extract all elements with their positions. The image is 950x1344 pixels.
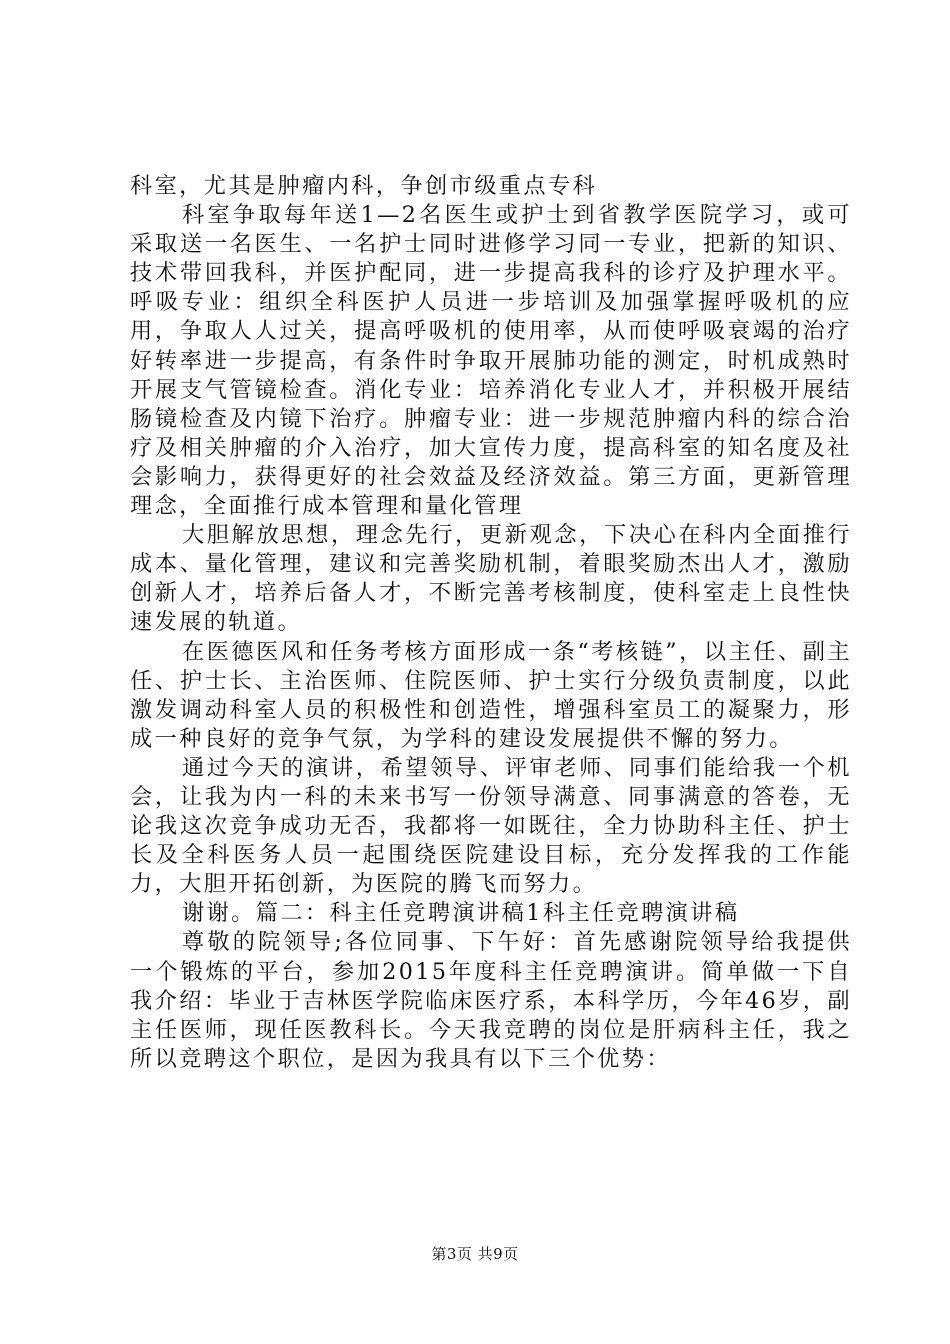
paragraph-4: 在医德医风和任务考核方面形成一条“考核链”，以主任、副主任、护士长、主治医师、住院医师、护士实行分级负责制度，以此激发调动科室人员的积极性和创造性，增强科室员工的凝聚力，形成一种良好的竞争气氛，为学科的建设发展提供不懈的努力。 (130, 638, 852, 752)
paragraph-6: 谢谢。篇二：科主任竞聘演讲稿1科主任竞聘演讲稿 (182, 900, 740, 927)
paragraph-3: 大胆解放思想，理念先行，更新观念，下决心在科内全面推行成本、量化管理，建议和完善奖励机制，着眼奖励杰出人才，激励创新人才，培养后备人才，不断完善考核制度，使科室走上良性快速发展的轨道。 (130, 522, 852, 636)
page-number-label: 第3页 共9页 (431, 1245, 519, 1263)
document-body (130, 172, 852, 1074)
page-footer (0, 1244, 950, 1264)
paragraph-7: 尊敬的院领导;各位同事、下午好：首先感谢院领导给我提供一个锻炼的平台，参加2015年度科主任竞聘演讲。简单做一下自我介绍：毕业于吉林医学院临床医疗系，本科学历，今年46岁，副主任医师，现任医教科长。今天我竞聘的岗位是肝病科主任，我之所以竞聘这个职位，是因为我具有以下三个优势： (130, 929, 852, 1072)
paragraph-5: 通过今天的演讲，希望领导、评审老师、同事们能给我一个机会，让我为内一科的未来书写一份领导满意、同事满意的答卷，无论我这次竞争成功无否，我都将一如既往，全力协助科主任、护士长及全科医务人员一起围绕医院建设目标，充分发挥我的工作能力，大胆开拓创新，为医院的腾飞而努力。 (130, 754, 852, 898)
paragraph-1: 科室，尤其是肿瘤内科，争创市级重点专科 (130, 173, 598, 199)
paragraph-2: 科室争取每年送1—2名医生或护士到省教学医院学习，或可采取送一名医生、一名护士同时进修学习同一专业，把新的知识、技术带回我科，并医护配同，进一步提高我科的诊疗及护理水平。呼吸专业：组织全科医护人员进一步培训及加强掌握呼吸机的应用，争取人人过关，提高呼吸机的使用率，从而使呼吸衰竭的治疗好转率进一步提高，有条件时争取开展肺功能的测定，时机成熟时开展支气管镜检查。消化专业：培养消化专业人才，并积极开展结肠镜检查及内镜下治疗。肿瘤专业：进一步规范肿瘤内科的综合治疗及相关肿瘤的介入治疗，加大宣传力度，提高科室的知名度及社会影响力，获得更好的社会效益及经济效益。第三方面，更新管理理念，全面推行成本管理和量化管理 (130, 202, 852, 520)
